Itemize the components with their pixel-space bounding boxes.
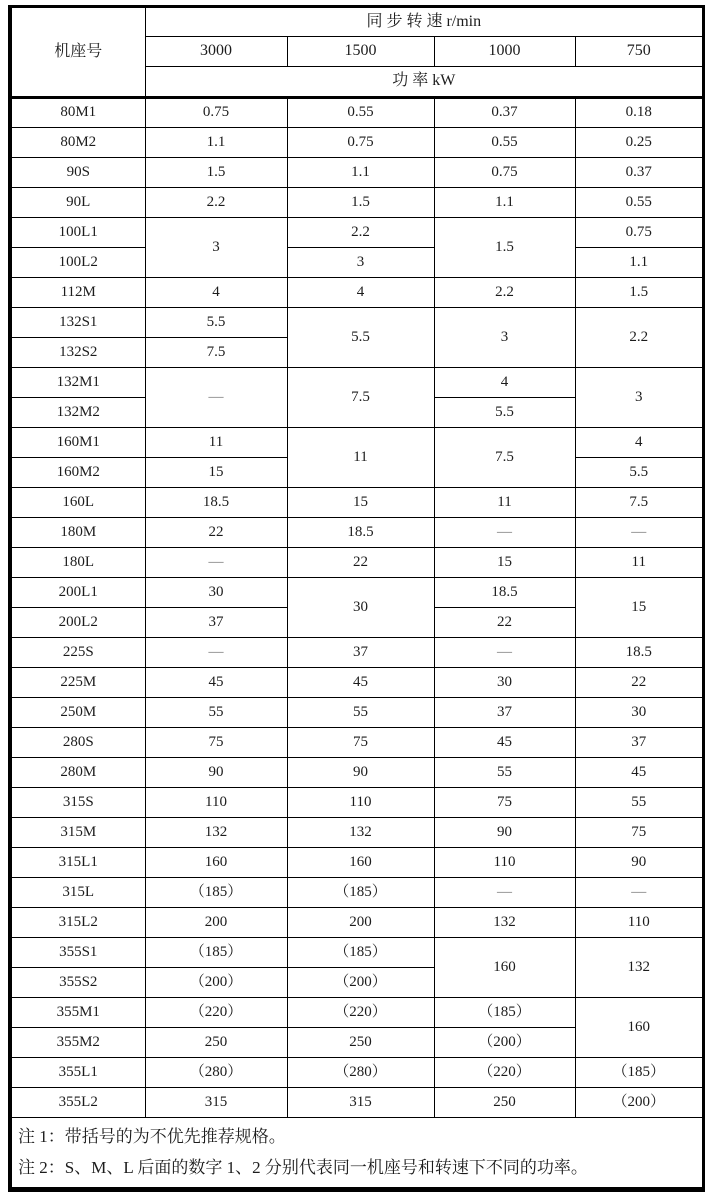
power-value-cell: 0.55: [575, 187, 702, 217]
power-value-cell: 55: [575, 787, 702, 817]
note-2: 注 2：S、M、L 后面的数字 1、2 分别代表同一机座号和转速下不同的功率。: [18, 1158, 588, 1177]
power-value-cell: 1.5: [145, 157, 287, 187]
table-row: [12, 217, 702, 247]
motor-power-table-sheet: [8, 5, 705, 1192]
table-body: [12, 97, 702, 1117]
table-header: [12, 8, 702, 97]
power-value-cell: 4: [287, 277, 434, 307]
power-value-cell: 55: [434, 757, 575, 787]
frame-size-cell: 355M1: [12, 997, 145, 1027]
power-value-cell: 110: [287, 787, 434, 817]
power-value-cell: 1.1: [145, 127, 287, 157]
power-value-cell: 7.5: [434, 427, 575, 487]
power-value-cell: （200）: [434, 1027, 575, 1057]
power-value-cell: 18.5: [287, 517, 434, 547]
power-value-cell: 1.1: [575, 247, 702, 277]
power-value-cell: 18.5: [434, 577, 575, 607]
table-row: [12, 367, 702, 397]
table-row: [12, 757, 702, 787]
table-row: [12, 817, 702, 847]
frame-size-cell: 315L2: [12, 907, 145, 937]
table-row: [12, 907, 702, 937]
power-value-cell: 0.55: [287, 97, 434, 127]
power-value-cell: 250: [145, 1027, 287, 1057]
power-value-cell: 75: [145, 727, 287, 757]
power-value-cell: 90: [145, 757, 287, 787]
frame-size-cell: 90S: [12, 157, 145, 187]
power-value-cell: 2.2: [575, 307, 702, 367]
power-value-cell: （185）: [434, 997, 575, 1027]
frame-size-cell: 280M: [12, 757, 145, 787]
frame-size-cell: 160L: [12, 487, 145, 517]
frame-size-cell: 355L1: [12, 1057, 145, 1087]
header-speed-1500: 1500: [287, 36, 434, 66]
frame-size-cell: 315L1: [12, 847, 145, 877]
frame-size-cell: 90L: [12, 187, 145, 217]
header-power-title: 功 率 kW: [145, 66, 702, 97]
power-value-cell: （220）: [145, 997, 287, 1027]
power-value-cell: 37: [145, 607, 287, 637]
table-row: [12, 127, 702, 157]
power-value-cell: 250: [287, 1027, 434, 1057]
header-speed-title: 同 步 转 速 r/min: [145, 8, 702, 36]
power-value-cell: —: [575, 877, 702, 907]
table-row: [12, 277, 702, 307]
frame-size-cell: 280S: [12, 727, 145, 757]
header-speed-750: 750: [575, 36, 702, 66]
power-value-cell: 132: [575, 937, 702, 997]
power-value-cell: —: [145, 637, 287, 667]
frame-size-cell: 100L2: [12, 247, 145, 277]
power-value-cell: （185）: [145, 877, 287, 907]
power-value-cell: 75: [575, 817, 702, 847]
power-value-cell: 15: [434, 547, 575, 577]
frame-size-cell: 225M: [12, 667, 145, 697]
frame-size-cell: 225S: [12, 637, 145, 667]
power-value-cell: 0.75: [434, 157, 575, 187]
frame-size-cell: 80M1: [12, 97, 145, 127]
power-value-cell: 2.2: [145, 187, 287, 217]
table-notes: [12, 1117, 702, 1187]
table-row: [12, 637, 702, 667]
frame-size-cell: 132M1: [12, 367, 145, 397]
power-value-cell: —: [145, 367, 287, 427]
power-value-cell: 45: [575, 757, 702, 787]
power-value-cell: 315: [145, 1087, 287, 1117]
table-row: [12, 307, 702, 337]
power-value-cell: 37: [287, 637, 434, 667]
power-value-cell: 22: [575, 667, 702, 697]
power-value-cell: （185）: [287, 937, 434, 967]
power-value-cell: 160: [434, 937, 575, 997]
table-row: [12, 247, 702, 277]
power-value-cell: 2.2: [287, 217, 434, 247]
power-value-cell: 160: [287, 847, 434, 877]
frame-size-cell: 315L: [12, 877, 145, 907]
power-value-cell: （185）: [575, 1057, 702, 1087]
power-value-cell: （280）: [287, 1057, 434, 1087]
frame-size-cell: 200L1: [12, 577, 145, 607]
power-value-cell: 160: [575, 997, 702, 1057]
power-value-cell: 200: [145, 907, 287, 937]
power-value-cell: 160: [145, 847, 287, 877]
table-row: [12, 667, 702, 697]
power-value-cell: 45: [287, 667, 434, 697]
power-value-cell: 75: [434, 787, 575, 817]
power-value-cell: 1.1: [287, 157, 434, 187]
power-value-cell: —: [434, 877, 575, 907]
power-value-cell: 30: [575, 697, 702, 727]
table-row: [12, 997, 702, 1027]
power-value-cell: 55: [145, 697, 287, 727]
power-value-cell: 200: [287, 907, 434, 937]
power-value-cell: 18.5: [575, 637, 702, 667]
power-value-cell: 5.5: [287, 307, 434, 367]
power-value-cell: 45: [434, 727, 575, 757]
table-row: [12, 697, 702, 727]
power-value-cell: 30: [145, 577, 287, 607]
power-value-cell: 37: [434, 697, 575, 727]
frame-size-cell: 132S2: [12, 337, 145, 367]
frame-size-cell: 355S1: [12, 937, 145, 967]
power-value-cell: 110: [575, 907, 702, 937]
power-value-cell: 7.5: [575, 487, 702, 517]
frame-size-cell: 100L1: [12, 217, 145, 247]
power-value-cell: 18.5: [145, 487, 287, 517]
motor-power-table: [12, 8, 702, 1117]
power-value-cell: （185）: [145, 937, 287, 967]
frame-size-cell: 315S: [12, 787, 145, 817]
power-value-cell: 2.2: [434, 277, 575, 307]
table-row: [12, 847, 702, 877]
frame-size-cell: 160M1: [12, 427, 145, 457]
power-value-cell: 315: [287, 1087, 434, 1117]
table-row: [12, 187, 702, 217]
power-value-cell: 45: [145, 667, 287, 697]
table-row: [12, 1087, 702, 1117]
power-value-cell: 22: [434, 607, 575, 637]
power-value-cell: 132: [287, 817, 434, 847]
power-value-cell: （220）: [434, 1057, 575, 1087]
table-row: [12, 427, 702, 457]
power-value-cell: 4: [434, 367, 575, 397]
power-value-cell: 110: [434, 847, 575, 877]
power-value-cell: （200）: [145, 967, 287, 997]
frame-size-cell: 355L2: [12, 1087, 145, 1117]
power-value-cell: 0.75: [575, 217, 702, 247]
table-row: [12, 727, 702, 757]
table-row: [12, 157, 702, 187]
power-value-cell: 5.5: [575, 457, 702, 487]
table-row: [12, 787, 702, 817]
power-value-cell: （220）: [287, 997, 434, 1027]
frame-size-cell: 132S1: [12, 307, 145, 337]
power-value-cell: 11: [287, 427, 434, 487]
power-value-cell: —: [575, 517, 702, 547]
frame-size-cell: 200L2: [12, 607, 145, 637]
power-value-cell: 1.5: [434, 217, 575, 277]
power-value-cell: —: [145, 547, 287, 577]
power-value-cell: 110: [145, 787, 287, 817]
power-value-cell: 0.18: [575, 97, 702, 127]
power-value-cell: 90: [575, 847, 702, 877]
power-value-cell: 15: [287, 487, 434, 517]
table-row: [12, 1057, 702, 1087]
power-value-cell: （200）: [575, 1087, 702, 1117]
frame-size-cell: 80M2: [12, 127, 145, 157]
frame-size-cell: 250M: [12, 697, 145, 727]
power-value-cell: 3: [575, 367, 702, 427]
power-value-cell: 5.5: [434, 397, 575, 427]
power-value-cell: 75: [287, 727, 434, 757]
frame-size-cell: 160M2: [12, 457, 145, 487]
power-value-cell: 7.5: [145, 337, 287, 367]
table-row: [12, 97, 702, 127]
power-value-cell: 3: [145, 217, 287, 277]
power-value-cell: 11: [575, 547, 702, 577]
power-value-cell: 132: [434, 907, 575, 937]
power-value-cell: 0.37: [575, 157, 702, 187]
power-value-cell: —: [434, 637, 575, 667]
power-value-cell: （280）: [145, 1057, 287, 1087]
power-value-cell: 11: [145, 427, 287, 457]
table-row: [12, 517, 702, 547]
power-value-cell: 1.1: [434, 187, 575, 217]
header-frame-col: 机座号: [12, 8, 145, 97]
power-value-cell: —: [434, 517, 575, 547]
power-value-cell: 11: [434, 487, 575, 517]
power-value-cell: 3: [287, 247, 434, 277]
power-value-cell: 3: [434, 307, 575, 367]
power-value-cell: （185）: [287, 877, 434, 907]
power-value-cell: 55: [287, 697, 434, 727]
table-row: [12, 487, 702, 517]
power-value-cell: 22: [145, 517, 287, 547]
power-value-cell: （200）: [287, 967, 434, 997]
power-value-cell: 0.75: [287, 127, 434, 157]
power-value-cell: 15: [575, 577, 702, 637]
note-1: 注 1：带括号的为不优先推荐规格。: [18, 1127, 286, 1146]
power-value-cell: 22: [287, 547, 434, 577]
frame-size-cell: 132M2: [12, 397, 145, 427]
frame-size-cell: 315M: [12, 817, 145, 847]
power-value-cell: 0.55: [434, 127, 575, 157]
power-value-cell: 15: [145, 457, 287, 487]
frame-size-cell: 180M: [12, 517, 145, 547]
header-speed-3000: 3000: [145, 36, 287, 66]
power-value-cell: 4: [575, 427, 702, 457]
power-value-cell: 132: [145, 817, 287, 847]
table-row: [12, 547, 702, 577]
power-value-cell: 1.5: [287, 187, 434, 217]
header-row-speed-title: [12, 8, 702, 36]
power-value-cell: 37: [575, 727, 702, 757]
power-value-cell: 0.75: [145, 97, 287, 127]
power-value-cell: 7.5: [287, 367, 434, 427]
frame-size-cell: 180L: [12, 547, 145, 577]
frame-size-cell: 355S2: [12, 967, 145, 997]
power-value-cell: 4: [145, 277, 287, 307]
table-row: [12, 577, 702, 607]
power-value-cell: 5.5: [145, 307, 287, 337]
frame-size-cell: 355M2: [12, 1027, 145, 1057]
power-value-cell: 30: [434, 667, 575, 697]
power-value-cell: 0.25: [575, 127, 702, 157]
power-value-cell: 90: [434, 817, 575, 847]
power-value-cell: 90: [287, 757, 434, 787]
table-row: [12, 877, 702, 907]
power-value-cell: 30: [287, 577, 434, 637]
power-value-cell: 0.37: [434, 97, 575, 127]
power-value-cell: 250: [434, 1087, 575, 1117]
header-speed-1000: 1000: [434, 36, 575, 66]
frame-size-cell: 112M: [12, 277, 145, 307]
power-value-cell: 1.5: [575, 277, 702, 307]
table-row: [12, 937, 702, 967]
